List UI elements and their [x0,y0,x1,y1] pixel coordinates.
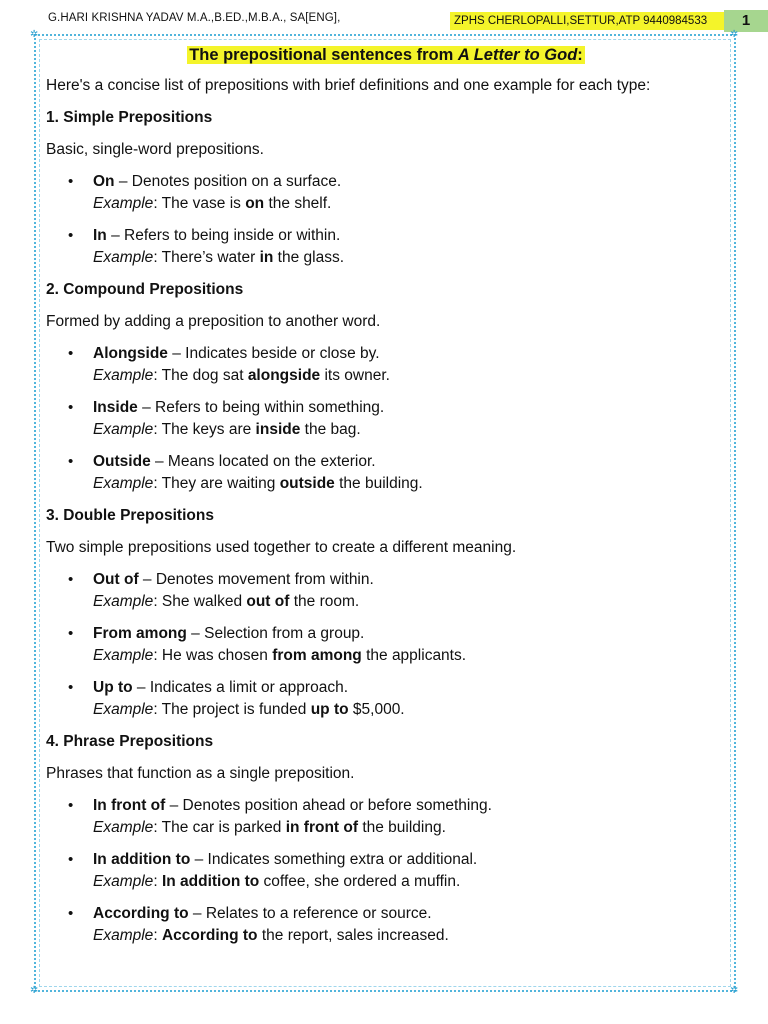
example-preposition: from among [272,647,362,664]
section-description: Phrases that function as a single preposition. [46,765,355,782]
page-title [46,44,726,67]
term: In front of [93,797,166,814]
list-item: • Up to – Indicates a limit or approach. Example: The project is funded up to $5,000. [46,677,726,721]
example-label: Example [93,927,154,944]
example-label: Example [93,367,154,384]
title-prefix: The prepositional sentences from [189,46,458,64]
term: Up to [93,679,133,696]
example-preposition: outside [279,475,335,492]
example-preposition: alongside [247,367,321,384]
corner-ornament-icon: ✲ [30,29,39,40]
term: In addition to [93,851,191,868]
corner-ornament-icon: ✲ [730,985,739,996]
section-description: Formed by adding a preposition to another word. [46,313,381,330]
example-label: Example [93,819,154,836]
list-item: • Outside – Means located on the exterior. Example: They are waiting outside the building. [46,451,726,495]
header-author: G.HARI KRISHNA YADAV M.A.,B.ED.,M.B.A., SA[ENG], [48,12,341,24]
example-preposition: inside [255,421,301,438]
list-item: • In – Refers to being inside or within. Example: There’s water in the glass. [46,225,726,269]
term: Alongside [93,345,168,362]
definition: – Indicates something extra or additional. [190,851,478,868]
definition: – Denotes position ahead or before something. [165,797,492,814]
definition: – Indicates beside or close by. [167,345,380,362]
preposition-list [46,343,726,495]
definition: – Denotes position on a surface. [114,173,342,190]
definition: – Refers to being inside or within. [106,227,341,244]
example-preposition: in [259,249,274,266]
list-item: • Inside – Refers to being within something. Example: The keys are inside the bag. [46,397,726,441]
term: In [93,227,107,244]
corner-ornament-icon: ✲ [730,29,739,40]
example-preposition: In addition to [161,873,260,890]
preposition-list [46,171,726,269]
section-heading: 3. Double Prepositions [46,507,214,524]
preposition-list [46,795,726,947]
example-label: Example [93,249,154,266]
definition: – Denotes movement from within. [138,571,374,588]
title-suffix: : [577,46,583,64]
definition: – Relates to a reference or source. [188,905,432,922]
list-item: • According to – Relates to a reference or source. Example: According to the report, sales increased. [46,903,726,947]
example-label: Example [93,421,154,438]
example-label: Example [93,647,154,664]
list-item: • In front of – Denotes position ahead or before something. Example: The car is parked in front of the building. [46,795,726,839]
term: Outside [93,453,151,470]
list-item: • In addition to – Indicates something extra or additional. Example: In addition to coffee, she ordered a muffin. [46,849,726,893]
example-label: Example [93,195,154,212]
term: From among [93,625,187,642]
example-label: Example [93,593,154,610]
term: According to [93,905,189,922]
title-book: A Letter to God [457,46,578,64]
example-preposition: on [245,195,265,212]
intro-text: Here's a concise list of prepositions with brief definitions and one example for each type: [46,77,651,94]
list-item: • From among – Selection from a group. Example: He was chosen from among the applicants. [46,623,726,667]
definition: – Means located on the exterior. [150,453,376,470]
section-description: Two simple prepositions used together to create a different meaning. [46,539,517,556]
definition: – Indicates a limit or approach. [132,679,348,696]
example-preposition: in front of [285,819,359,836]
term: On [93,173,115,190]
page-number: 1 [724,10,768,32]
list-item: • Out of – Denotes movement from within. Example: She walked out of the room. [46,569,726,613]
corner-ornament-icon: ✲ [30,985,39,996]
example-preposition: up to [310,701,349,718]
example-preposition: According to [161,927,258,944]
example-preposition: out of [246,593,290,610]
section-heading: 2. Compound Prepositions [46,281,244,298]
example-label: Example [93,475,154,492]
example-label: Example [93,701,154,718]
definition: – Refers to being within something. [137,399,385,416]
header-school: ZPHS CHERLOPALLI,SETTUR,ATP 9440984533 [450,12,724,30]
document-body [46,42,726,957]
section-description: Basic, single-word prepositions. [46,141,264,158]
term: Inside [93,399,138,416]
example-label: Example [93,873,154,890]
term: Out of [93,571,139,588]
section-heading: 1. Simple Prepositions [46,109,213,126]
list-item: • Alongside – Indicates beside or close by. Example: The dog sat alongside its owner. [46,343,726,387]
list-item: • On – Denotes position on a surface. Example: The vase is on the shelf. [46,171,726,215]
definition: – Selection from a group. [186,625,365,642]
section-heading: 4. Phrase Prepositions [46,733,214,750]
preposition-list [46,569,726,721]
